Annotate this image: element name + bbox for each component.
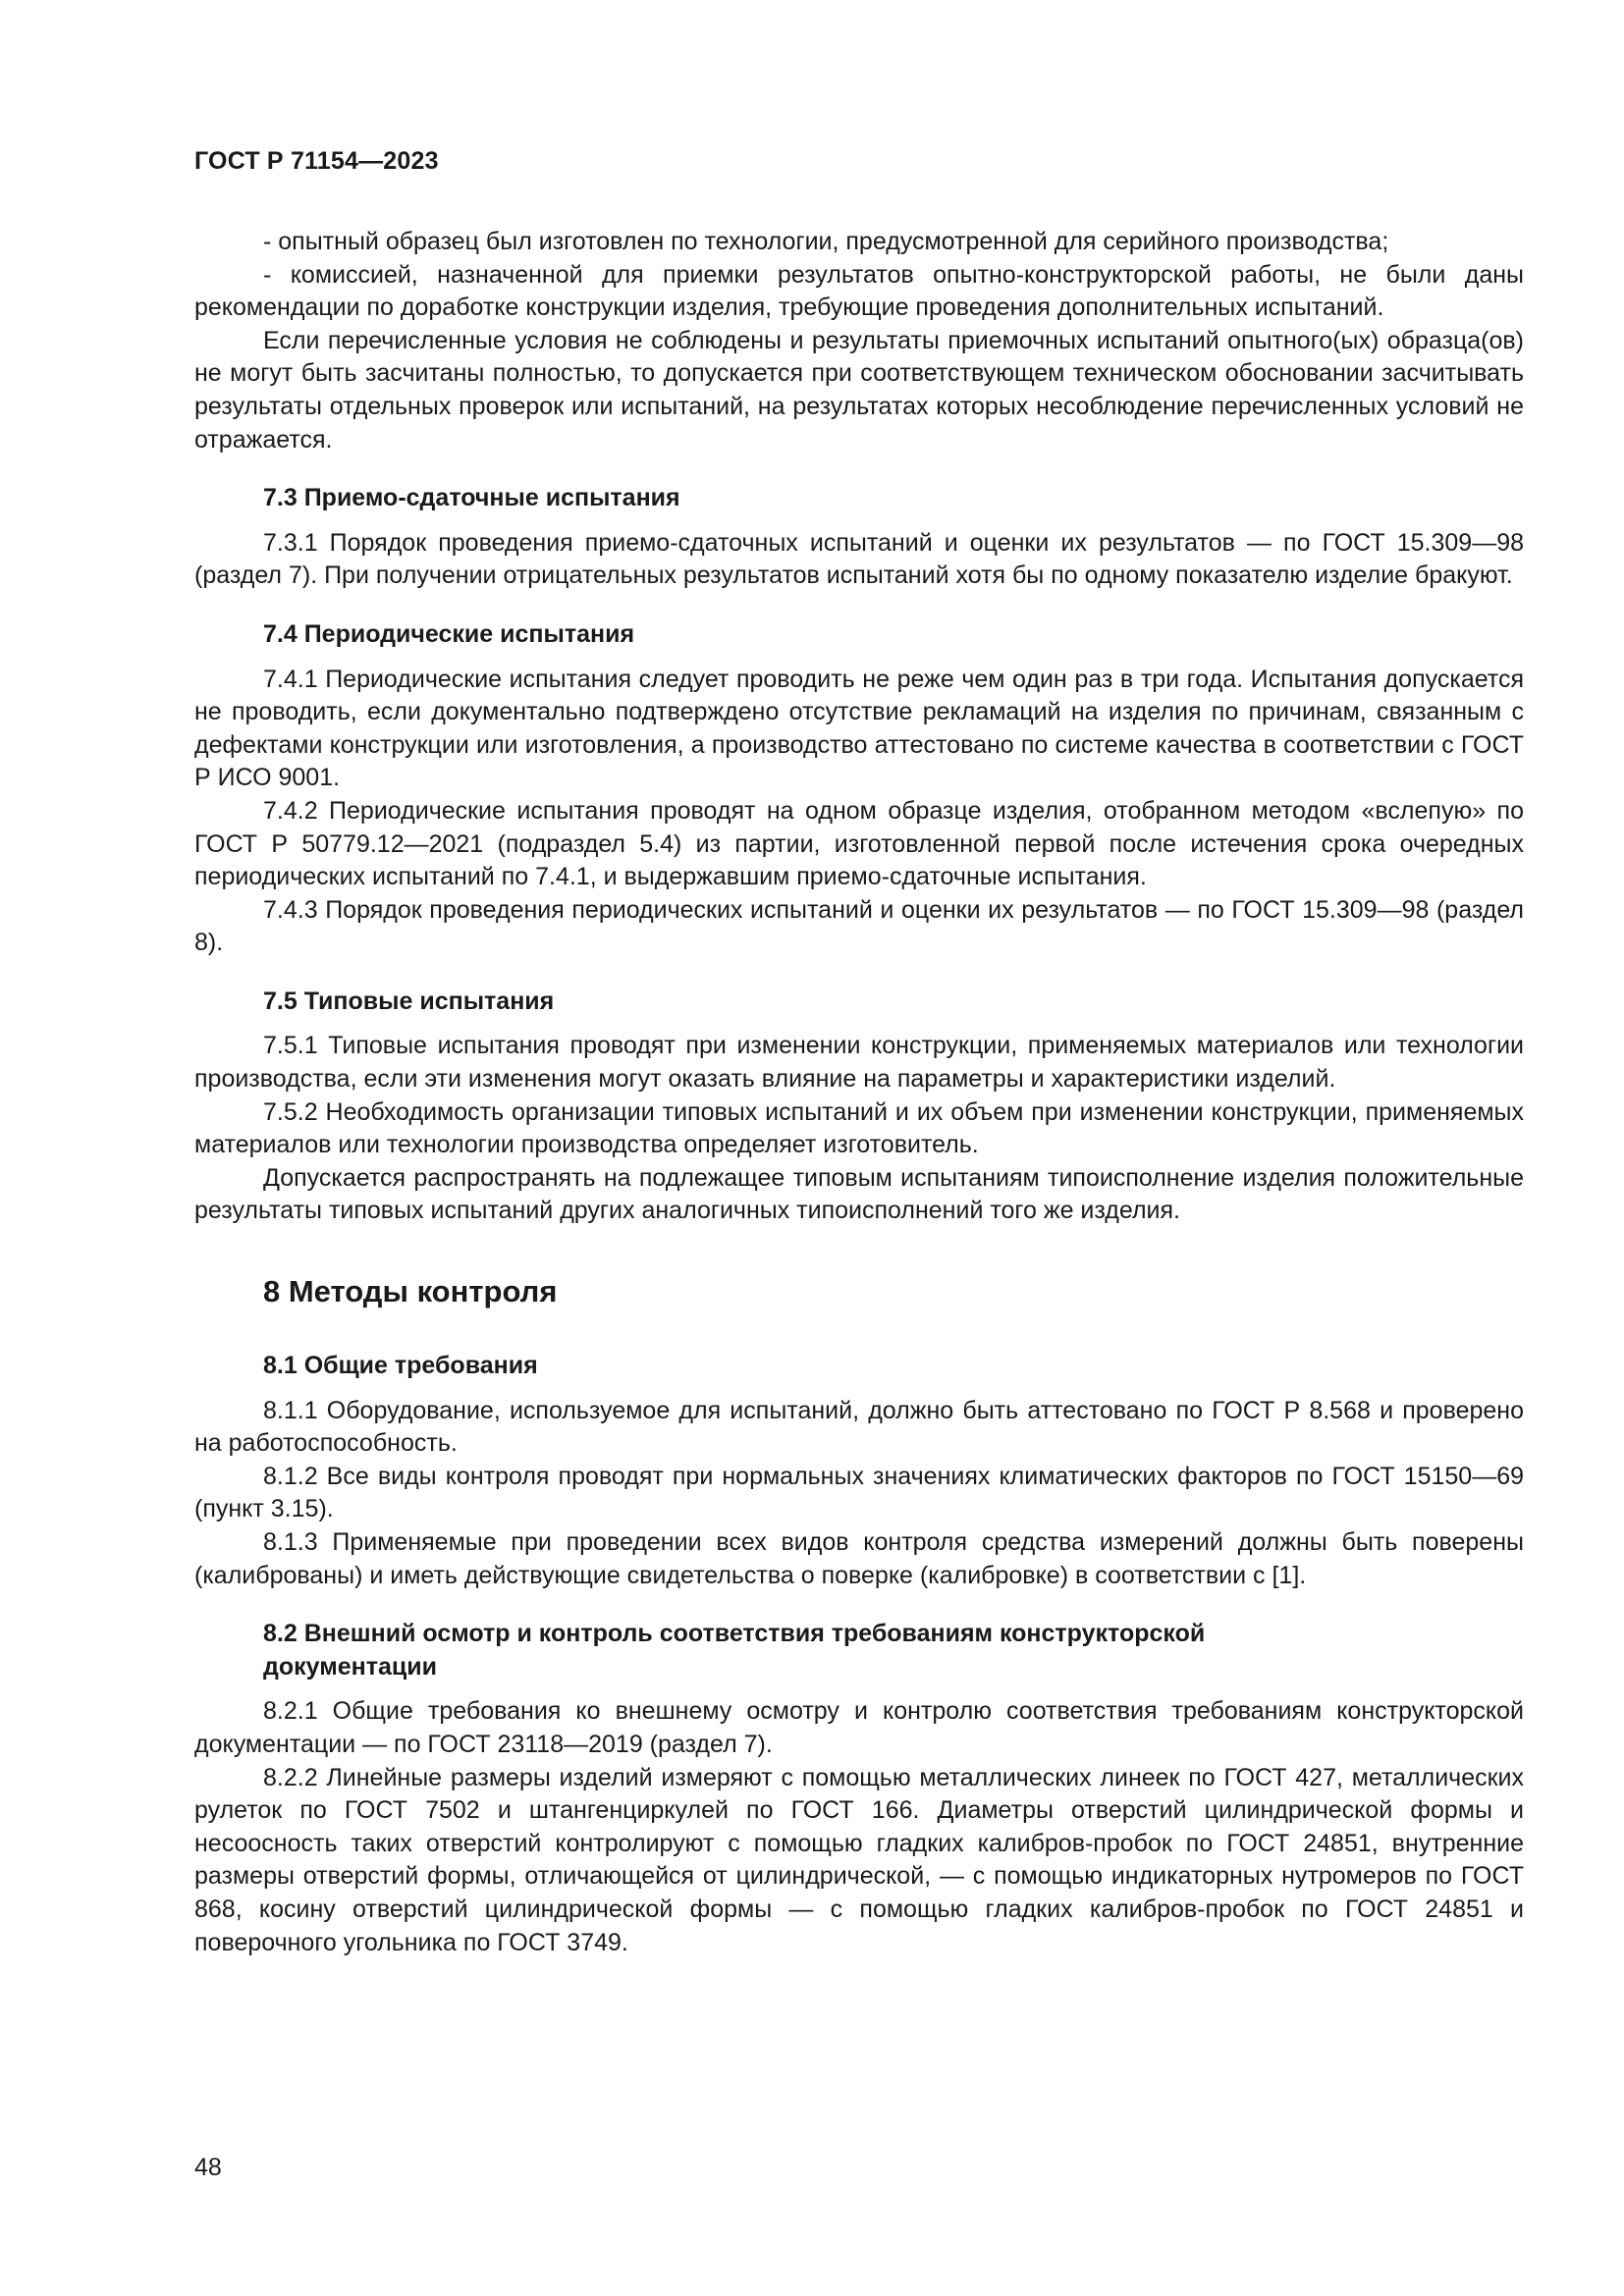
subsection-heading: 8.1 Общие требования (263, 1352, 538, 1380)
section-heading: 8 Методы контроля (263, 1274, 558, 1309)
paragraph: 8.1.1 Оборудование, используемое для испытаний, должно быть аттестовано по ГОСТ Р 8.568 и проверено на работоспособность. (194, 1396, 1524, 1458)
document-body (194, 226, 1524, 1959)
subsection-heading: 7.4 Периодические испытания (263, 619, 635, 648)
paragraph: Если перечисленные условия не соблюдены и результаты приемочных испытаний опытного(ых) образца(ов) не могут быть засчитаны полностью, то допускается при соответствующем техническом обосновании засчитывать результаты отдельных проверок или испытаний, на результатах которых несоблюдение перечисленных условий не отражается. (194, 326, 1524, 454)
paragraph: 7.4.3 Порядок проведения периодических испытаний и оценки их результатов — по ГОСТ 15.309—98 (раздел 8). (194, 895, 1524, 957)
paragraph: Допускается распространять на подлежащее типовым испытаниям типоисполнение изделия положительные результаты типовых испытаний других аналогичных типоисполнений того же изделия. (194, 1163, 1524, 1225)
paragraph: 8.1.2 Все виды контроля проводят при нормальных значениях климатических факторов по ГОСТ 15150—69 (пункт 3.15). (194, 1462, 1524, 1523)
paragraph: - опытный образец был изготовлен по технологии, предусмотренной для серийного производства; (263, 228, 1389, 255)
subsection-heading: 8.2 Внешний осмотр и контроль соответствия требованиям конструкторской документации (263, 1620, 1206, 1681)
paragraph: - комиссией, назначенной для приемки результатов опытно-конструкторской работы, не были даны рекомендации по доработке конструкции изделия, требующие проведения дополнительных испытаний. (194, 260, 1524, 322)
paragraph: 8.1.3 Применяемые при проведении всех видов контроля средства измерений должны быть поверены (калиброваны) и иметь действующие свидетельства о поверке (калибровке) в соответствии с [1]. (194, 1528, 1524, 1589)
paragraph: 7.5.2 Необходимость организации типовых испытаний и их объем при изменении конструкции, применяемых материалов или технологии производства определяет изготовитель. (194, 1097, 1524, 1159)
page-number: 48 (194, 2154, 222, 2181)
document-header: ГОСТ Р 71154—2023 (194, 147, 439, 175)
paragraph: 7.4.1 Периодические испытания следует проводить не реже чем один раз в три года. Испытания допускается не проводить, если документально подтверждено отсутствие рекламаций на изделия по причинам, связанным с дефектами конструкции или изготовления, а производство аттестовано по системе качества в соответствии с ГОСТ Р ИСО 9001. (194, 665, 1524, 792)
paragraph: 7.3.1 Порядок проведения приемо-сдаточных испытаний и оценки их результатов — по ГОСТ 15.309—98 (раздел 7). При получении отрицательных результатов испытаний хотя бы по одному показателю изделие бракуют. (194, 528, 1524, 590)
paragraph: 7.4.2 Периодические испытания проводят на одном образце изделия, отобранном методом «вслепую» по ГОСТ Р 50779.12—2021 (подраздел 5.4) из партии, изготовленной первой после истечения срока очередных периодических испытаний по 7.4.1, и выдержавшим приемо-сдаточные испытания. (194, 796, 1524, 891)
paragraph: 7.5.1 Типовые испытания проводят при изменении конструкции, применяемых материалов или технологии производства, если эти изменения могут оказать влияние на параметры и характеристики изделий. (194, 1032, 1524, 1094)
paragraph: 8.2.2 Линейные размеры изделий измеряют с помощью металлических линеек по ГОСТ 427, металлических рулеток по ГОСТ 7502 и штангенциркулей по ГОСТ 166. Диаметры отверстий цилиндрической формы и несоосность таких отверстий контролируют с помощью гладких калибров-пробок по ГОСТ 24851, внутренние размеры отверстий формы, отличающейся от цилиндрической, — с помощью индикаторных нутромеров по ГОСТ 868, косину отверстий цилиндрической формы — с помощью гладких калибров-пробок по ГОСТ 24851 и поверочного угольника по ГОСТ 3749. (194, 1763, 1524, 1956)
subsection-heading: 7.5 Типовые испытания (263, 987, 555, 1015)
subsection-heading: 7.3 Приемо-сдаточные испытания (263, 484, 680, 512)
paragraph: 8.2.1 Общие требования ко внешнему осмотру и контролю соответствия требованиям конструкторской документации — по ГОСТ 23118—2019 (раздел 7). (194, 1697, 1524, 1758)
